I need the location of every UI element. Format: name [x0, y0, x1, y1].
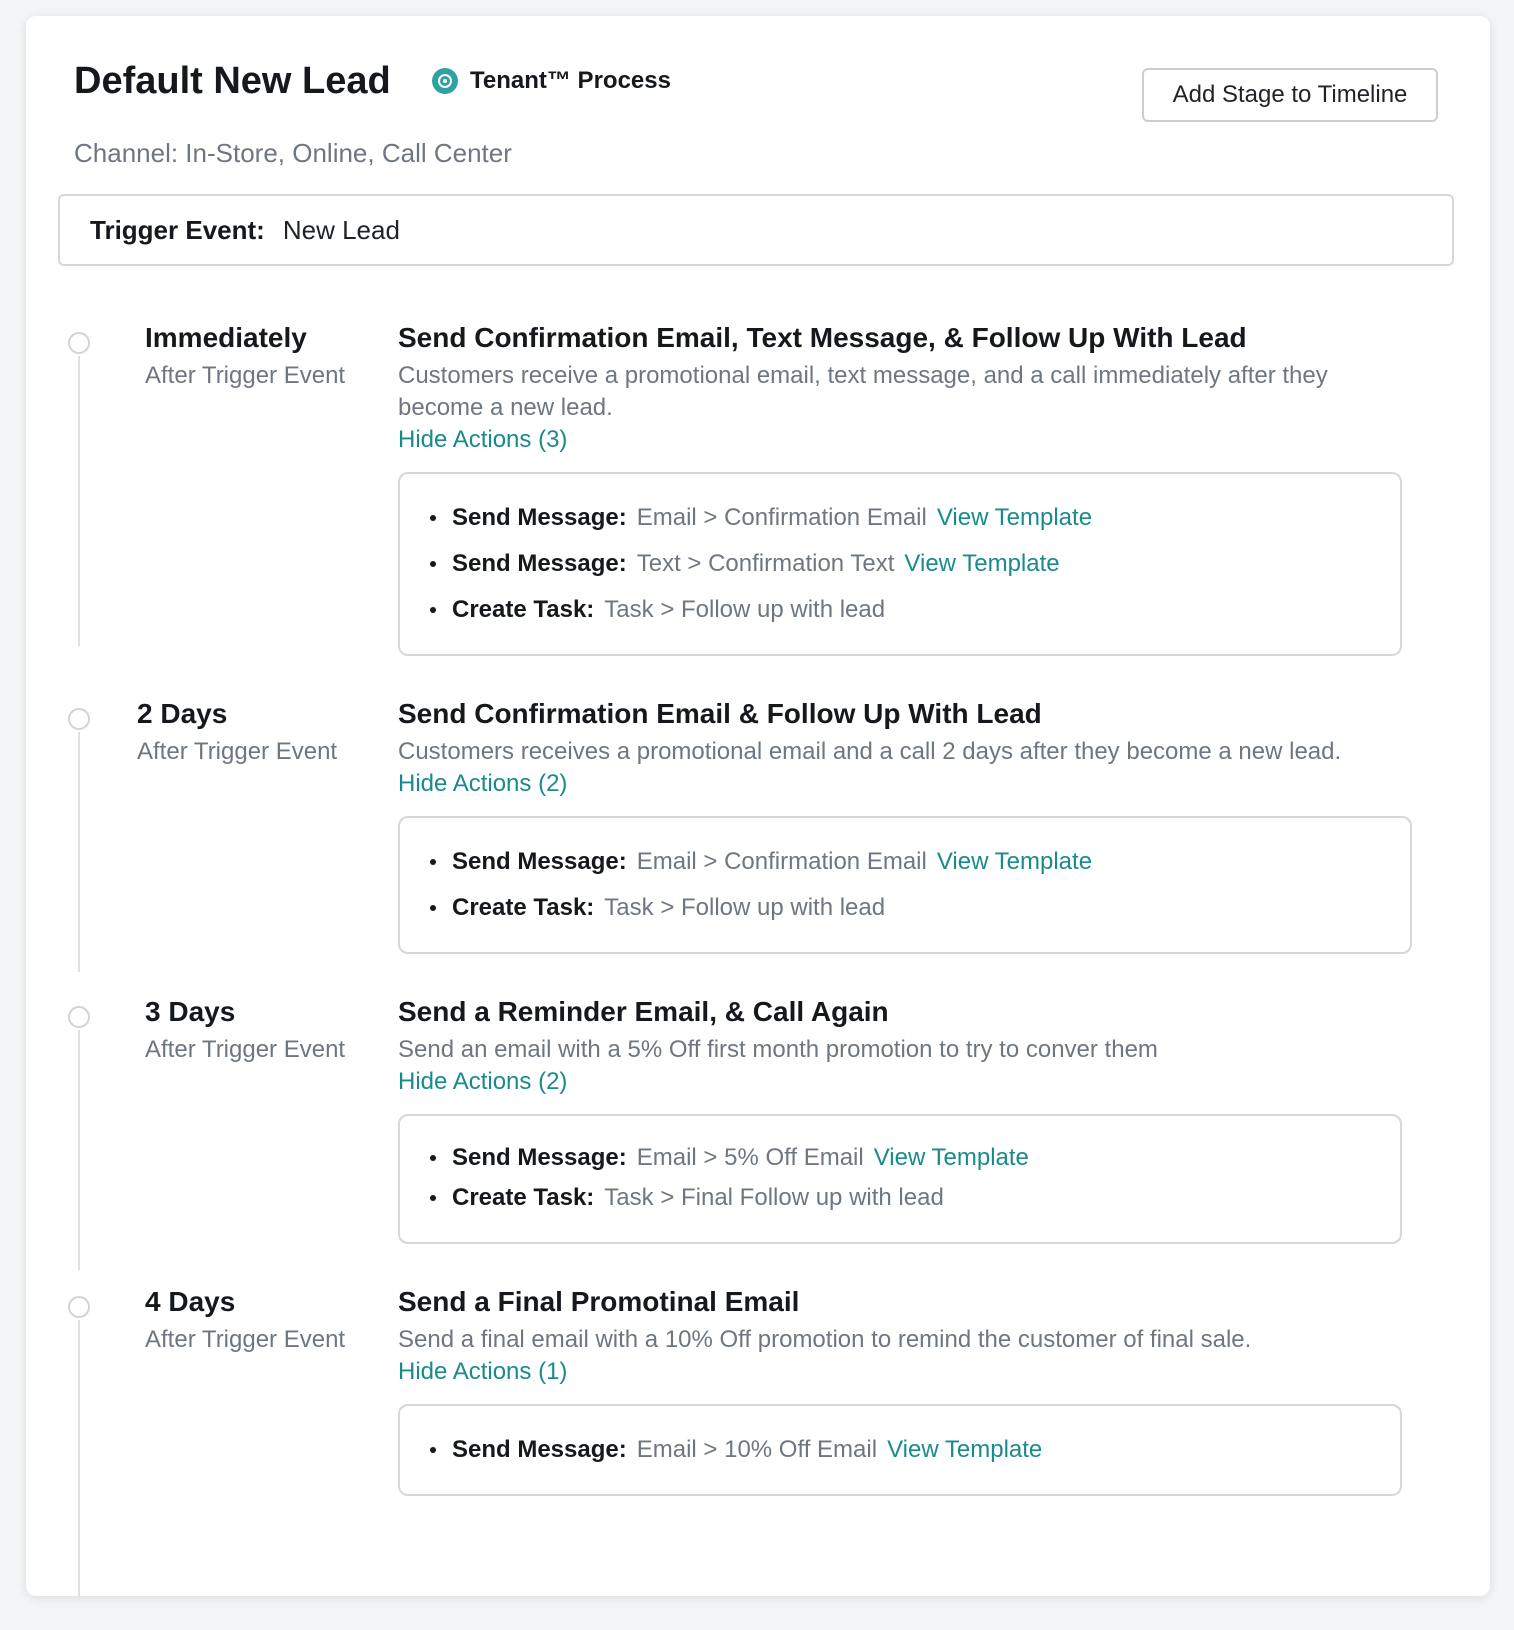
action-item: [430, 1184, 954, 1212]
workflow-card: [26, 16, 1490, 1596]
action-item: [430, 550, 1060, 578]
stage-description: Customers receive a promotional email, text message, and a call immediately after they become a new lead.: [398, 362, 1328, 421]
action-label: Send Message:: [452, 1436, 627, 1463]
bullet-icon: [430, 607, 436, 613]
bullet-icon: [430, 1447, 436, 1453]
stage-marker-icon[interactable]: [68, 1006, 90, 1028]
page-title: Default New Lead: [74, 60, 391, 102]
action-item: [430, 1144, 1029, 1172]
stage-title: Send Confirmation Email & Follow Up With Lead: [398, 698, 1042, 729]
timeline-stage: [26, 682, 1490, 972]
action-path: Email > 5% Off Email: [636, 1144, 864, 1171]
action-item: [430, 1436, 1042, 1464]
timeline-line: [78, 356, 80, 646]
stage-time: Immediately: [145, 322, 307, 353]
tenant-logo-icon: [432, 68, 458, 94]
stage-marker-icon[interactable]: [68, 1296, 90, 1318]
action-path: Task > Follow up with lead: [604, 894, 886, 921]
view-template-link[interactable]: View Template: [904, 550, 1060, 577]
stage-marker-icon[interactable]: [68, 708, 90, 730]
add-stage-button[interactable]: Add Stage to Timeline: [1142, 68, 1438, 122]
stage-description: Send an email with a 5% Off first month promotion to try to conver them: [398, 1036, 1158, 1063]
action-path: Task > Follow up with lead: [604, 596, 886, 623]
trigger-event-box: [58, 194, 1454, 266]
stage-description: Send a final email with a 10% Off promotion to remind the customer of final sale.: [398, 1326, 1252, 1353]
timeline-line: [78, 1030, 80, 1270]
action-label: Create Task:: [452, 596, 595, 623]
stage-title: Send a Final Promotinal Email: [398, 1286, 800, 1317]
action-path: Task > Final Follow up with lead: [604, 1184, 944, 1211]
actions-box: [398, 816, 1412, 954]
stage-description: Customers receives a promotional email and a call 2 days after they become a new lead.: [398, 738, 1342, 765]
action-path: Email > 10% Off Email: [636, 1436, 878, 1463]
view-template-link[interactable]: View Template: [887, 1436, 1043, 1463]
stage-after-label: After Trigger Event: [145, 1326, 346, 1353]
trigger-event-label: Trigger Event:: [90, 214, 265, 245]
action-item: [430, 596, 895, 624]
action-item: [430, 848, 1092, 876]
action-label: Send Message:: [452, 550, 627, 577]
action-path: Email > Confirmation Email: [636, 848, 927, 875]
stage-title: Send a Reminder Email, & Call Again: [398, 996, 889, 1027]
stage-after-label: After Trigger Event: [137, 738, 338, 765]
bullet-icon: [430, 859, 436, 865]
bullet-icon: [430, 515, 436, 521]
stage-title: Send Confirmation Email, Text Message, & Follow Up With Lead: [398, 322, 1247, 353]
hide-actions-link[interactable]: Hide Actions (2): [398, 1068, 568, 1095]
action-label: Send Message:: [452, 1144, 627, 1171]
view-template-link[interactable]: View Template: [936, 848, 1093, 875]
view-template-link[interactable]: View Template: [936, 504, 1093, 531]
stage-time: 3 Days: [145, 996, 236, 1027]
actions-box: [398, 1404, 1402, 1496]
channel-text: Channel: In-Store, Online, Call Center: [74, 138, 512, 168]
action-label: Create Task:: [452, 1184, 595, 1211]
stage-time: 2 Days: [137, 698, 228, 729]
action-path: Email > Confirmation Email: [636, 504, 927, 531]
hide-actions-link[interactable]: Hide Actions (2): [398, 770, 568, 797]
process-badge: [432, 66, 671, 96]
hide-actions-link[interactable]: Hide Actions (1): [398, 1358, 568, 1385]
action-label: Send Message:: [452, 848, 627, 875]
action-label: Create Task:: [452, 894, 595, 921]
timeline-line: [78, 1320, 80, 1596]
bullet-icon: [430, 905, 436, 911]
action-label: Send Message:: [452, 504, 627, 531]
timeline-stage: [26, 1272, 1490, 1596]
action-item: [430, 894, 895, 922]
bullet-icon: [430, 1155, 436, 1161]
stage-after-label: After Trigger Event: [145, 362, 346, 389]
view-template-link[interactable]: View Template: [873, 1144, 1029, 1171]
stage-after-label: After Trigger Event: [145, 1036, 346, 1063]
trigger-event-value: New Lead: [282, 214, 400, 245]
timeline-stage: [26, 306, 1490, 656]
stage-time: 4 Days: [145, 1286, 236, 1317]
actions-box: [398, 472, 1402, 656]
action-path: Text > Confirmation Text: [636, 550, 895, 577]
bullet-icon: [430, 561, 436, 567]
hide-actions-link[interactable]: Hide Actions (3): [398, 426, 568, 453]
timeline-stage: [26, 980, 1490, 1270]
bullet-icon: [430, 1195, 436, 1201]
timeline-line: [78, 732, 80, 972]
actions-box: [398, 1114, 1402, 1244]
workflow-header: [74, 56, 1438, 176]
stage-marker-icon[interactable]: [68, 332, 90, 354]
action-item: [430, 504, 1092, 532]
process-label: Tenant™ Process: [470, 67, 671, 94]
